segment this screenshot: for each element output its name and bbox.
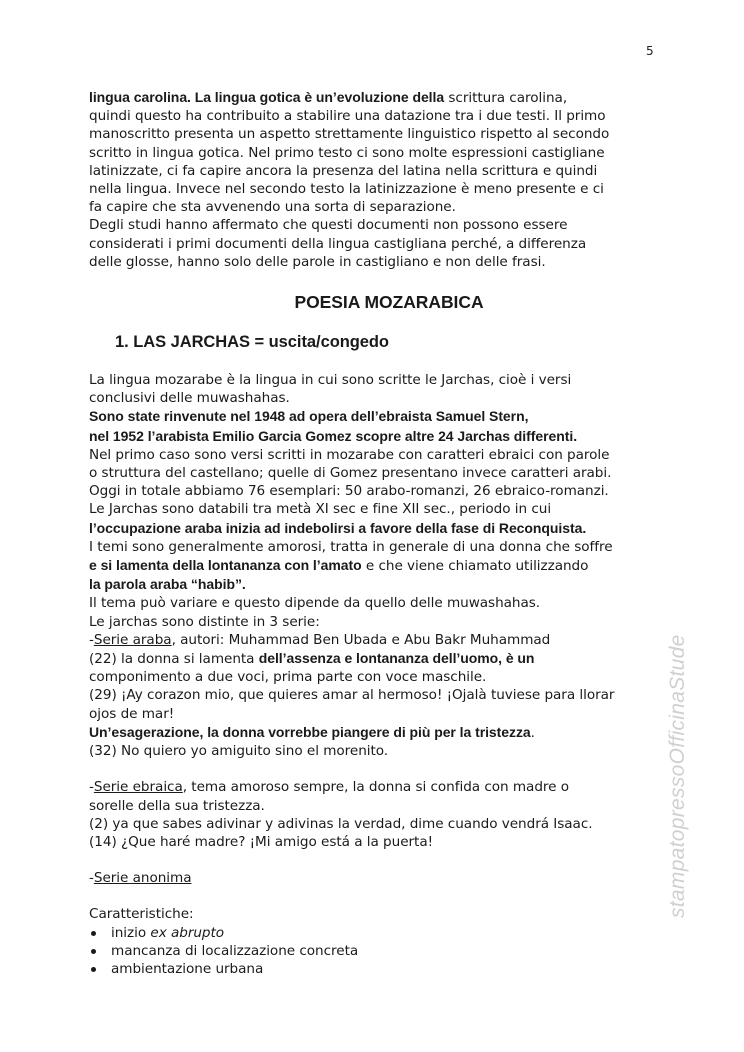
text-line (89, 125, 659, 143)
text-line (89, 464, 659, 482)
text-line (89, 815, 659, 833)
text-line (89, 649, 659, 668)
normal-text: ambientazione urbana (111, 960, 264, 977)
text-line (89, 668, 659, 686)
normal-text: inizio (111, 924, 151, 941)
bold-text: nel 1952 l’arabista Emilio Garcia Gomez scopre altre 24 Jarchas differenti. (89, 427, 578, 444)
text-line (89, 705, 659, 723)
line-prefix: - (89, 779, 94, 796)
normal-text: latinizzate, ci fa capire ancora la presenza del latina nella scrittura e quindi (89, 162, 598, 179)
normal-text: scrittura carolina, (444, 90, 568, 106)
text-line (89, 723, 659, 742)
normal-text: quindi questo ha contribuito a stabilire una datazione tra i due testi. Il primo (89, 108, 606, 125)
section-title: POESIA MOZARABICA (294, 292, 484, 313)
text-line (89, 575, 659, 594)
normal-text: I temi sono generalmente amorosi, tratta in generale di una donna che soffre (89, 538, 613, 555)
text-line (89, 482, 659, 500)
text-line (89, 833, 659, 851)
text-line (89, 235, 659, 253)
normal-text: Il tema può variare e questo dipende da quello delle muwashahas. (89, 595, 541, 612)
normal-text: (29) ¡Ay corazon mio, que quieres amar al hermoso! ¡Ojalà tuviese para llorar (89, 687, 615, 704)
intro-paragraph (89, 88, 659, 271)
text-line (89, 180, 659, 198)
text-line (89, 538, 659, 556)
caratteristiche-label: Caratteristiche: (89, 906, 194, 923)
normal-text: (22) la donna si lamenta (89, 651, 259, 668)
text-line (89, 88, 659, 107)
jarchas-section (89, 371, 659, 760)
text-line (89, 198, 659, 216)
normal-text: Le Jarchas sono databili tra metà XI sec e fine XII sec., periodo in cui (89, 501, 552, 518)
line-prefix: - (89, 870, 94, 887)
normal-text: ojos de mar! (89, 705, 175, 722)
text-line (89, 389, 659, 407)
normal-text: sorelle della sua tristezza. (89, 797, 265, 814)
normal-text: considerati i primi documenti della lingua castigliana perché, a differenza (89, 235, 587, 252)
text-line (89, 427, 659, 446)
watermark: stampatopressoOfficinaStude (666, 634, 689, 918)
text-line (89, 407, 659, 426)
underlined-text: Serie ebraica (93, 779, 183, 796)
text-line (89, 613, 659, 631)
bold-text: l’occupazione araba inizia ad indebolirsi a favore della fase di Reconquista. (89, 519, 587, 536)
text-line (89, 556, 659, 575)
italic-text: ex abrupto (150, 924, 225, 941)
bold-text: e si lamenta della lontananza con l’amato (89, 557, 362, 574)
text-line (89, 631, 659, 649)
normal-text: (2) ya que sabes adivinar y adivinas la verdad, dime cuando vendrá Isaac. (89, 815, 593, 832)
text-line (89, 594, 659, 612)
list-item (89, 924, 659, 942)
text-line (89, 797, 659, 815)
normal-text: Nel primo caso sono versi scritti in mozarabe con caratteri ebraici con parole (89, 446, 610, 463)
serie-anonima-section (89, 869, 659, 887)
page-content (89, 88, 659, 978)
normal-text: fa capire che sta avvenendo una sorta di separazione. (89, 199, 456, 216)
normal-text: mancanza di localizzazione concreta (111, 942, 359, 959)
normal-text: (14) ¿Que haré madre? ¡Mi amigo está a la puerta! (89, 833, 434, 850)
bold-text: Un’esagerazione, la donna vorrebbe piangere di più per la tristezza (89, 723, 531, 740)
normal-text: Le jarchas sono distinte in 3 serie: (89, 613, 320, 630)
normal-text: nella lingua. Invece nel secondo testo la latinizzazione è meno presente e ci (89, 181, 604, 198)
list-item (89, 942, 659, 960)
text-line (89, 778, 659, 796)
underlined-text: Serie araba (93, 631, 172, 648)
text-line (89, 107, 659, 125)
normal-text: scritto in lingua gotica. Nel primo testo ci sono molte espressioni castigliane (89, 144, 605, 161)
bold-text: lingua carolina. La lingua gotica è un’evoluzione della (89, 89, 445, 105)
normal-text: manoscritto presenta un aspetto strettamente linguistico rispetto al secondo (89, 126, 610, 143)
text-line (89, 869, 659, 887)
text-line (89, 500, 659, 518)
normal-text: Degli studi hanno affermato che questi documenti non possono essere (89, 217, 568, 234)
normal-text: conclusivi delle muwashahas. (89, 390, 290, 407)
text-line (89, 253, 659, 271)
text-line (89, 686, 659, 704)
normal-text: delle glosse, hanno solo delle parole in castigliano e non delle frasi. (89, 253, 546, 270)
normal-text: . (530, 724, 535, 741)
bold-text: dell’assenza e lontananza dell’uomo, è un (258, 650, 535, 667)
bold-text: la parola araba “habib”. (89, 576, 246, 593)
serie-ebraica-section (89, 778, 659, 851)
normal-text: La lingua mozarabe è la lingua in cui sono scritte le Jarchas, cioè i versi (89, 372, 572, 389)
list-item (89, 960, 659, 978)
text-line (89, 371, 659, 389)
normal-text: o struttura del castellano; quelle di Gomez presentano invece caratteri arabi. (89, 465, 612, 482)
features-list (89, 924, 659, 979)
bold-text: Sono state rinvenute nel 1948 ad opera dell’ebraista Samuel Stern, (89, 408, 529, 425)
normal-text: , autori: Muhammad Ben Ubada e Abu Bakr Muhammad (171, 631, 551, 648)
normal-text: (32) No quiero yo amiguito sino el morenito. (89, 743, 389, 760)
text-line (89, 742, 659, 760)
line-prefix: - (89, 631, 94, 648)
text-line (89, 144, 659, 162)
text-line (89, 446, 659, 464)
normal-text: e che viene chiamato utilizzando (361, 558, 589, 575)
normal-text: Oggi in totale abbiamo 76 esemplari: 50 arabo-romanzi, 26 ebraico-romanzi. (89, 483, 609, 500)
normal-text: , tema amoroso sempre, la donna si confida con madre o (182, 779, 570, 796)
text-line (89, 519, 659, 538)
text-line (89, 162, 659, 180)
underlined-text: Serie anonima (93, 870, 192, 887)
subsection-title: 1. LAS JARCHAS = uscita/congedo (115, 333, 389, 352)
text-line (89, 216, 659, 234)
page-number: 5 (646, 44, 654, 58)
normal-text: componimento a due voci, prima parte con voce maschile. (89, 669, 487, 686)
